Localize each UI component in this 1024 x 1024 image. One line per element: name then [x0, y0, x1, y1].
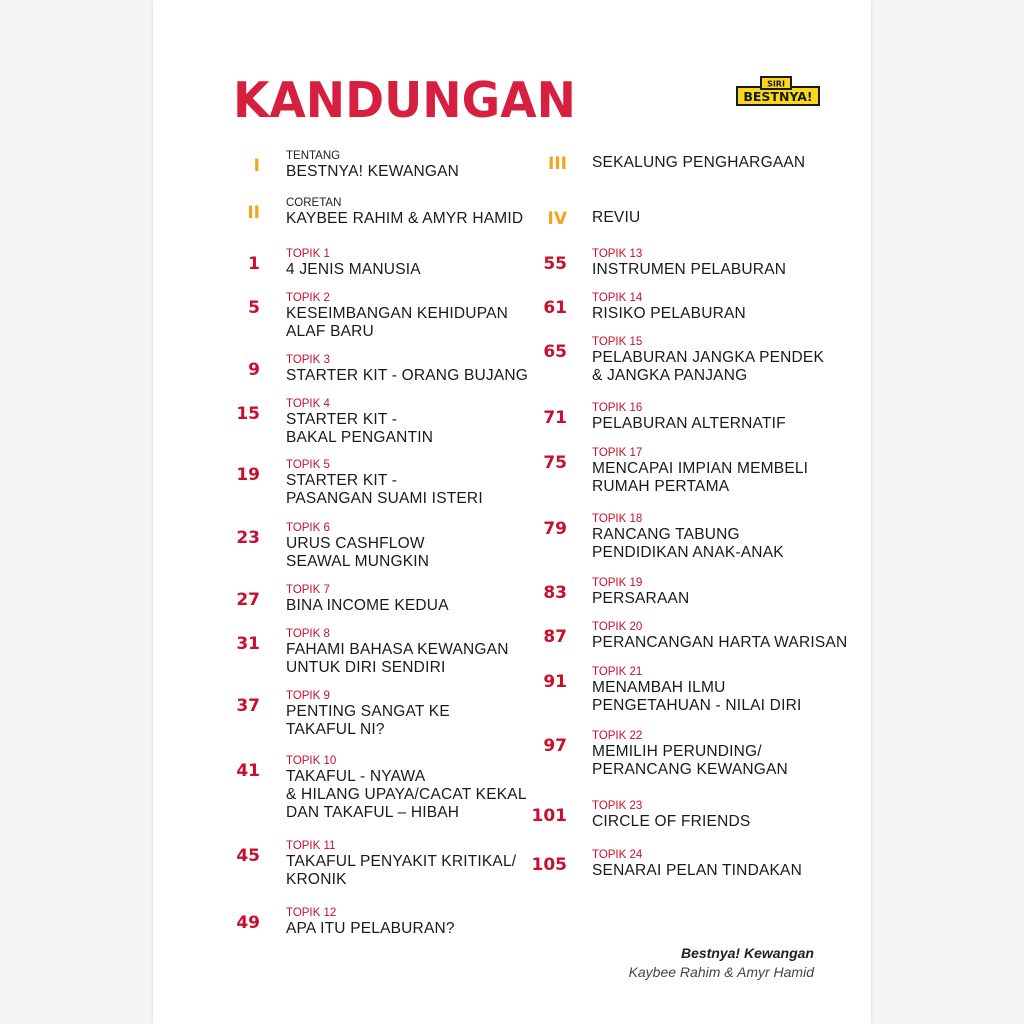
left-entry-label: TOPIK 1	[286, 248, 330, 260]
right-entry-title[interactable]: CIRCLE OF FRIENDS	[592, 813, 751, 830]
left-entry-label: TOPIK 3	[286, 354, 330, 366]
left-entry-label: TOPIK 8	[286, 628, 330, 640]
right-entry-page-number: 101	[531, 806, 567, 826]
left-entry-label: CORETAN	[286, 197, 342, 209]
left-entry-page-number: 49	[236, 913, 260, 933]
right-entry-page-number: 71	[543, 408, 567, 428]
siri-bestnya-logo	[735, 75, 821, 107]
right-entry-page-number: 75	[543, 453, 567, 473]
left-entry-title[interactable]: KESEIMBANGAN KEHIDUPAN ALAF BARU	[286, 305, 509, 340]
right-entry-page-number: IV	[547, 209, 567, 229]
right-entry-title[interactable]: PELABURAN JANGKA PENDEK & JANGKA PANJANG	[592, 349, 825, 384]
right-entry-label: TOPIK 18	[592, 513, 643, 525]
right-entry-page-number: 105	[531, 855, 567, 875]
right-entry-page-number: 87	[543, 627, 567, 647]
right-entry-title[interactable]: RANCANG TABUNG PENDIDIKAN ANAK-ANAK	[592, 526, 784, 561]
left-entry-title[interactable]: TAKAFUL - NYAWA & HILANG UPAYA/CACAT KEKAL DAN TAKAFUL – HIBAH	[286, 768, 527, 821]
left-entry-title[interactable]: STARTER KIT - ORANG BUJANG	[286, 367, 529, 384]
right-entry-page-number: 79	[543, 519, 567, 539]
left-entry-label: TOPIK 2	[286, 292, 330, 304]
left-entry-title[interactable]: 4 JENIS MANUSIA	[286, 261, 421, 278]
right-entry-page-number: 97	[543, 736, 567, 756]
left-entry-label: TOPIK 11	[286, 840, 336, 852]
right-entry-label: TOPIK 17	[592, 447, 643, 459]
right-entry-label: TOPIK 13	[592, 248, 643, 260]
left-entry-page-number: 45	[236, 846, 260, 866]
left-entry-page-number: 15	[236, 404, 260, 424]
left-entry-label: TOPIK 6	[286, 522, 330, 534]
left-entry-label: TOPIK 5	[286, 459, 330, 471]
left-entry-label: TOPIK 9	[286, 690, 330, 702]
right-entry-title[interactable]: PERANCANGAN HARTA WARISAN	[592, 634, 848, 651]
left-entry-label: TOPIK 12	[286, 907, 337, 919]
right-entry-title[interactable]: RISIKO PELABURAN	[592, 305, 746, 322]
right-entry-label: TOPIK 19	[592, 577, 643, 589]
left-entry-title[interactable]: FAHAMI BAHASA KEWANGAN UNTUK DIRI SENDIRI	[286, 641, 509, 676]
right-entry-page-number: 91	[543, 672, 567, 692]
right-entry-label: TOPIK 23	[592, 800, 643, 812]
right-entry-label: TOPIK 20	[592, 621, 643, 633]
right-entry-title[interactable]: MEMILIH PERUNDING/ PERANCANG KEWANGAN	[592, 743, 788, 778]
svg-text:BESTNYA!: BESTNYA!	[743, 89, 813, 104]
page-title: KANDUNGAN	[233, 71, 576, 130]
left-entry-page-number: 1	[248, 254, 260, 274]
right-entry-label: TOPIK 21	[592, 666, 643, 678]
left-entry-title[interactable]: APA ITU PELABURAN?	[286, 920, 455, 937]
left-entry-page-number: 41	[236, 761, 260, 781]
svg-text:SIRI: SIRI	[767, 79, 785, 89]
right-entry-title[interactable]: MENCAPAI IMPIAN MEMBELI RUMAH PERTAMA	[592, 460, 809, 495]
right-entry-title[interactable]: MENAMBAH ILMU PENGETAHUAN - NILAI DIRI	[592, 679, 802, 714]
right-entry-title[interactable]: SEKALUNG PENGHARGAAN	[592, 154, 806, 171]
right-entry-title[interactable]: PELABURAN ALTERNATIF	[592, 415, 786, 432]
left-entry-label: TENTANG	[286, 150, 341, 162]
left-entry-title[interactable]: BINA INCOME KEDUA	[286, 597, 449, 614]
right-entry-label: TOPIK 15	[592, 336, 643, 348]
left-entry-page-number: 5	[248, 298, 260, 318]
left-entry-page-number: I	[253, 156, 260, 176]
right-entry-label: TOPIK 24	[592, 849, 643, 861]
right-entry-title[interactable]: PERSARAAN	[592, 590, 690, 607]
left-entry-page-number: 9	[248, 360, 260, 380]
left-entry-page-number: 19	[236, 465, 260, 485]
right-entry-label: TOPIK 14	[592, 292, 643, 304]
left-entry-page-number: 23	[236, 528, 260, 548]
left-entry-page-number: II	[247, 203, 260, 223]
left-entry-title[interactable]: STARTER KIT - BAKAL PENGANTIN	[286, 411, 434, 446]
right-entry-title[interactable]: REVIU	[592, 209, 641, 226]
right-entry-label: TOPIK 22	[592, 730, 643, 742]
credit-book-title: Bestnya! Kewangan	[680, 945, 814, 961]
right-entry-page-number: 61	[543, 298, 567, 318]
left-entry-title[interactable]: STARTER KIT - PASANGAN SUAMI ISTERI	[286, 472, 483, 507]
left-entry-page-number: 31	[236, 634, 260, 654]
left-entry-label: TOPIK 10	[286, 755, 337, 767]
left-entry-title[interactable]: URUS CASHFLOW SEAWAL MUNGKIN	[286, 535, 430, 570]
right-entry-page-number: 55	[543, 254, 567, 274]
right-entry-label: TOPIK 16	[592, 402, 643, 414]
left-entry-label: TOPIK 4	[286, 398, 330, 410]
left-entry-label: TOPIK 7	[286, 584, 330, 596]
left-entry-title[interactable]: KAYBEE RAHIM & AMYR HAMID	[286, 210, 524, 227]
left-entry-page-number: 37	[236, 696, 260, 716]
left-entry-page-number: 27	[236, 590, 260, 610]
right-entry-title[interactable]: SENARAI PELAN TINDAKAN	[592, 862, 802, 879]
right-entry-page-number: III	[548, 154, 567, 174]
left-entry-title[interactable]: BESTNYA! KEWANGAN	[286, 163, 460, 180]
left-entry-title[interactable]: TAKAFUL PENYAKIT KRITIKAL/ KRONIK	[286, 853, 517, 888]
right-entry-page-number: 65	[543, 342, 567, 362]
right-entry-title[interactable]: INSTRUMEN PELABURAN	[592, 261, 787, 278]
credit-authors: Kaybee Rahim & Amyr Hamid	[628, 964, 814, 980]
left-entry-title[interactable]: PENTING SANGAT KE TAKAFUL NI?	[286, 703, 450, 738]
right-entry-page-number: 83	[543, 583, 567, 603]
